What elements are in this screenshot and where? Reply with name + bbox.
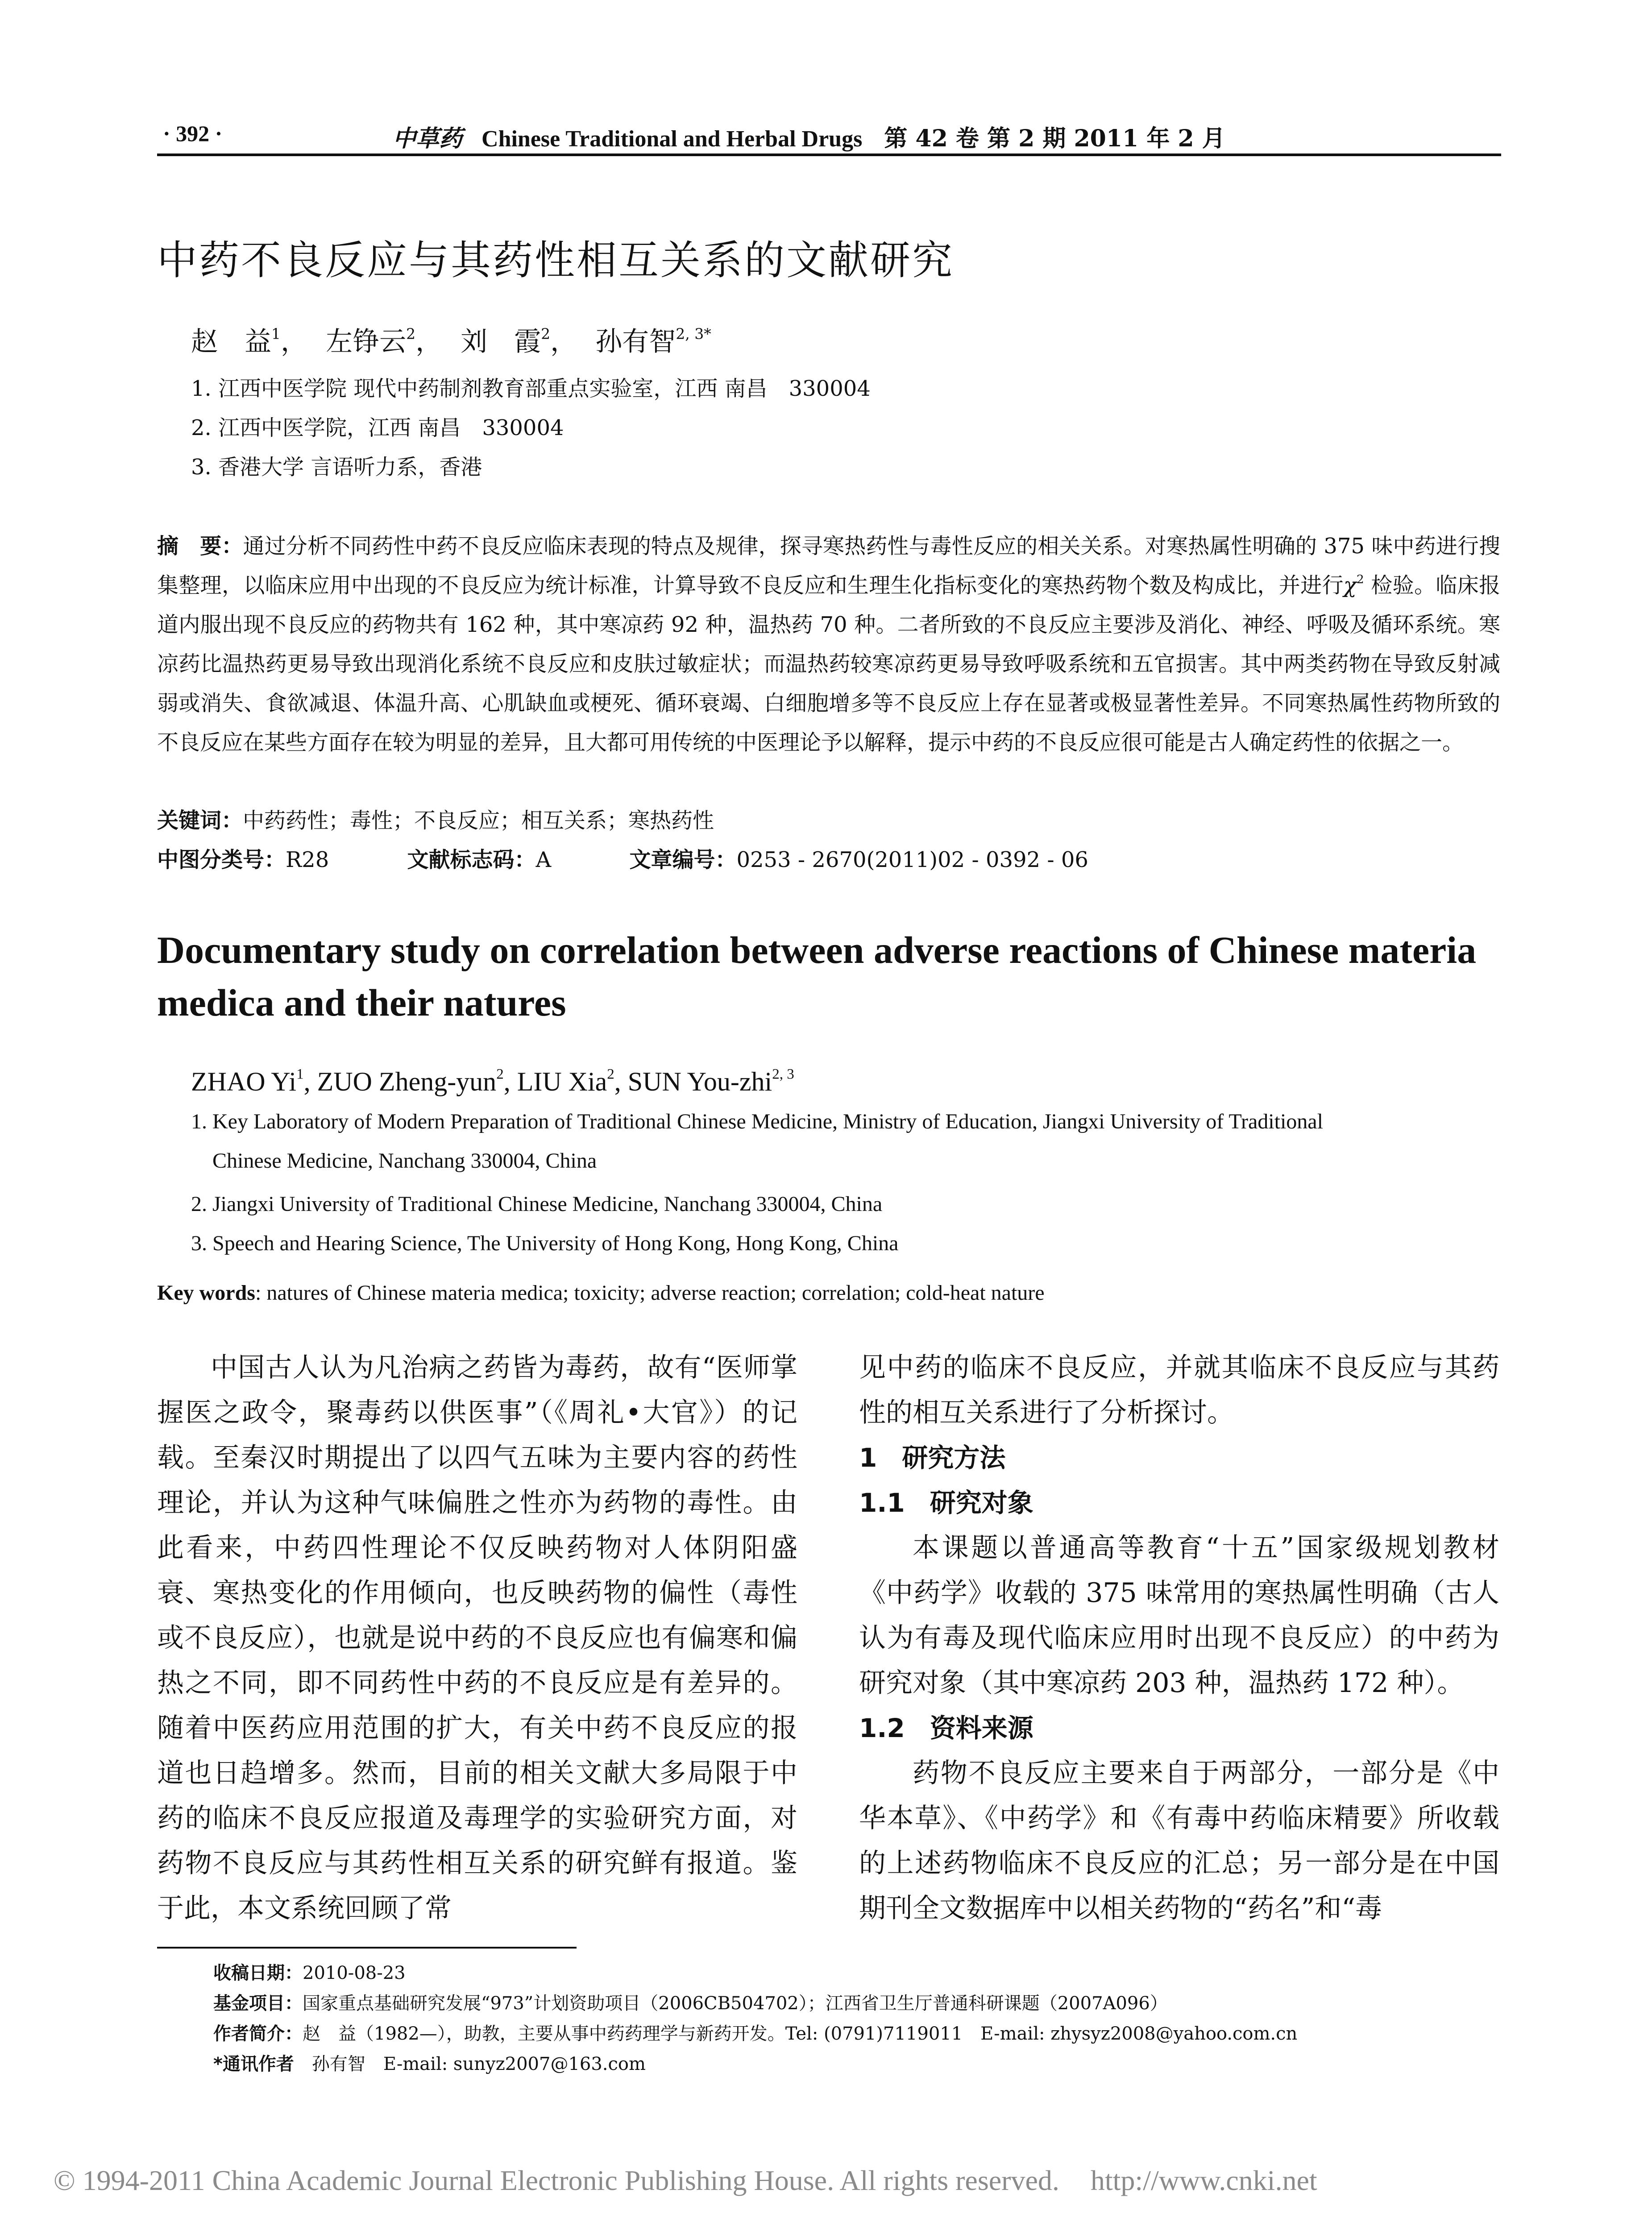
doc-code-label: 文献标志码： bbox=[407, 847, 536, 872]
footnote-funding: 基金项目：国家重点基础研究发展“973”计划资助项目（2006CB504702）；江西省卫生厅普通科研课题（2007A096） bbox=[213, 1993, 1168, 2014]
article-id-label: 文章编号： bbox=[629, 847, 737, 872]
cnki-link[interactable]: http://www.cnki.net bbox=[1090, 2165, 1317, 2196]
affiliation-cn: 3. 香港大学 言语听力系，香港 bbox=[191, 455, 482, 480]
page-number: · 392 · bbox=[163, 121, 223, 146]
section-heading-1: 1 研究方法 bbox=[859, 1443, 1006, 1473]
journal-issue: 第 42 卷 第 2 期 2011 年 2 月 bbox=[884, 125, 1225, 152]
journal-name-en: Chinese Traditional and Herbal Drugs bbox=[481, 126, 863, 152]
footnote-received: 收稿日期：2010-08-23 bbox=[213, 1963, 406, 1983]
keywords-cn bbox=[157, 803, 714, 834]
chi-symbol: χ bbox=[1343, 573, 1357, 598]
footnote-corresponding: *通讯作者 孙有智 E-mail: sunyz2007@163.com bbox=[213, 2054, 646, 2074]
keywords-en-label: Key words bbox=[157, 1281, 255, 1305]
author-cn: 刘 霞$^2$， bbox=[461, 325, 577, 357]
keywords-label: 关键词： bbox=[157, 808, 243, 833]
abstract-cn bbox=[157, 527, 1500, 762]
keywords-en bbox=[157, 1281, 1045, 1305]
author-list-en bbox=[191, 1066, 794, 1097]
clc-label: 中图分类号： bbox=[157, 847, 286, 872]
header-rule bbox=[157, 153, 1501, 156]
section-1-2-text: 药物不良反应主要来自于两部分，一部分是《中华本草》、《中药学》和《有毒中药临床精要》所收载的上述药物临床不良反应的汇总；另一部分是在中国期刊全文数据库中以相关药物的“药名”和“毒 bbox=[859, 1758, 1499, 1924]
section-heading-1-1: 1.1 研究对象 bbox=[859, 1488, 1034, 1518]
author-en: ZHAO Yi$^1$, bbox=[191, 1066, 317, 1096]
author-list-cn bbox=[191, 320, 721, 359]
classification-line bbox=[157, 842, 1407, 873]
affiliation-en: 2. Jiangxi University of Traditional Chinese Medicine, Nanchang 330004, China bbox=[191, 1192, 883, 1216]
intro-paragraph-cont: 见中药的临床不良反应，并就其临床不良反应与其药性的相互关系进行了分析探讨。 bbox=[859, 1352, 1499, 1428]
author-cn: 左铮云$^2$， bbox=[326, 325, 443, 357]
affiliation-cn: 1. 江西中医学院 现代中药制剂教育部重点实验室，江西 南昌 330004 bbox=[191, 376, 871, 401]
section-1-1-text: 本课题以普通高等教育“十五”国家级规划教材《中药学》收载的 375 味常用的寒热属性明确（古人认为有毒及现代临床应用时出现不良反应）的中药为研究对象（其中寒凉药 203 种，温热药 172 种）。 bbox=[859, 1532, 1499, 1699]
abstract-text: 通过分析不同药性中药不良反应临床表现的特点及规律，探寻寒热药性与毒性反应的相关关系。对寒热属性明确的 375 味中药进行搜集整理，以临床应用中出现的不良反应为统计标准，计算导致不良反应和生理生化指标变化的寒热药物个数及构成比，并进行 bbox=[157, 534, 1500, 598]
body-column-right bbox=[859, 1345, 1499, 1931]
article-id: 0253 - 2670(2011)02 - 0392 - 06 bbox=[736, 847, 1088, 872]
article-title-cn: 中药不良反应与其药性相互关系的文献研究 bbox=[157, 237, 954, 284]
copyright-notice: © 1994-2011 China Academic Journal Electronic Publishing House. All rights reserved. http://www.cnki.net bbox=[54, 2165, 1317, 2196]
affiliation-en: 1. Key Laboratory of Modern Preparation of Traditional Chinese Medicine, Ministry of Education, Jiangxi University of Traditional Chinese Medicine, Nanchang 330004, China bbox=[191, 1110, 1323, 1173]
chi-superscript: 2 bbox=[1356, 572, 1364, 586]
journal-name-cn: 中草药 bbox=[393, 125, 463, 152]
clc-number: R28 bbox=[286, 847, 329, 872]
footnote-rule bbox=[157, 1947, 577, 1949]
footnote-author-bio: 作者简介：赵 益（1982—），助教，主要从事中药药理学与新药开发。Tel: (0791)7119011 E-mail: zhysyz2008@yahoo.com.cn bbox=[213, 2024, 1298, 2044]
keywords-text: 中药药性；毒性；不良反应；相互关系；寒热药性 bbox=[243, 808, 714, 833]
abstract-text-cont: 检验。临床报道内服出现不良反应的药物共有 162 种，其中寒凉药 92 种，温热药 70 种。二者所致的不良反应主要涉及消化、神经、呼吸及循环系统。寒凉药比温热药更易导致出现消化系统不良反应和皮肤过敏症状；而温热药较寒凉药更易导致呼吸系统和五官损害。其中两类药物在导致反射减弱或消失、食欲减退、体温升高、心肌缺血或梗死、循环衰竭、白细胞增多等不良反应上存在显著或极显著性差异。不同寒热属性药物所致的不良反应在某些方面存在较为明显的差异，且大都可用传统的中医理论予以解释，提示中药的不良反应很可能是古人确定药性的依据之一。 bbox=[157, 573, 1500, 755]
running-header bbox=[393, 120, 1225, 153]
author-cn: 孙有智$^{2, 3*}$ bbox=[595, 325, 711, 357]
abstract-label: 摘 要： bbox=[157, 534, 243, 559]
doc-code: A bbox=[535, 847, 552, 872]
author-cn: 赵 益$^1$， bbox=[191, 325, 307, 357]
author-en: SUN You-zhi$^{2, 3}$ bbox=[627, 1066, 794, 1096]
intro-paragraph: 中国古人认为凡治病之药皆为毒药，故有“医师掌握医之政令，聚毒药以供医事”（《周礼•大官》）的记载。至秦汉时期提出了以四气五味为主要内容的药性理论，并认为这种气味偏胜之性亦为药物的毒性。由此看来，中药四性理论不仅反映药物对人体阴阳盛衰、寒热变化的作用倾向，也反映药物的偏性（毒性或不良反应），也就是说中药的不良反应也有偏寒和偏热之不同，即不同药性中药的不良反应是有差异的。随着中医药应用范围的扩大，有关中药不良反应的报道也日趋增多。然而，目前的相关文献大多局限于中药的临床不良反应报道及毒理学的实验研究方面，对药物不良反应与其药性相互关系的研究鲜有报道。鉴于此，本文系统回顾了常 bbox=[157, 1352, 797, 1924]
author-en: LIU Xia$^2$, bbox=[517, 1066, 628, 1096]
body-column-left bbox=[157, 1345, 797, 1931]
affiliation-cn: 2. 江西中医学院，江西 南昌 330004 bbox=[191, 415, 564, 440]
author-en: ZUO Zheng-yun$^2$, bbox=[317, 1066, 517, 1096]
affiliation-en: 3. Speech and Hearing Science, The University of Hong Kong, Hong Kong, China bbox=[191, 1232, 899, 1255]
section-heading-1-2: 1.2 资料来源 bbox=[859, 1713, 1034, 1743]
keywords-en-text: : natures of Chinese materia medica; toxicity; adverse reaction; correlation; cold-heat nature bbox=[255, 1281, 1045, 1305]
article-title-en: Documentary study on correlation between adverse reactions of Chinese materia medica and their natures bbox=[157, 929, 1477, 1024]
